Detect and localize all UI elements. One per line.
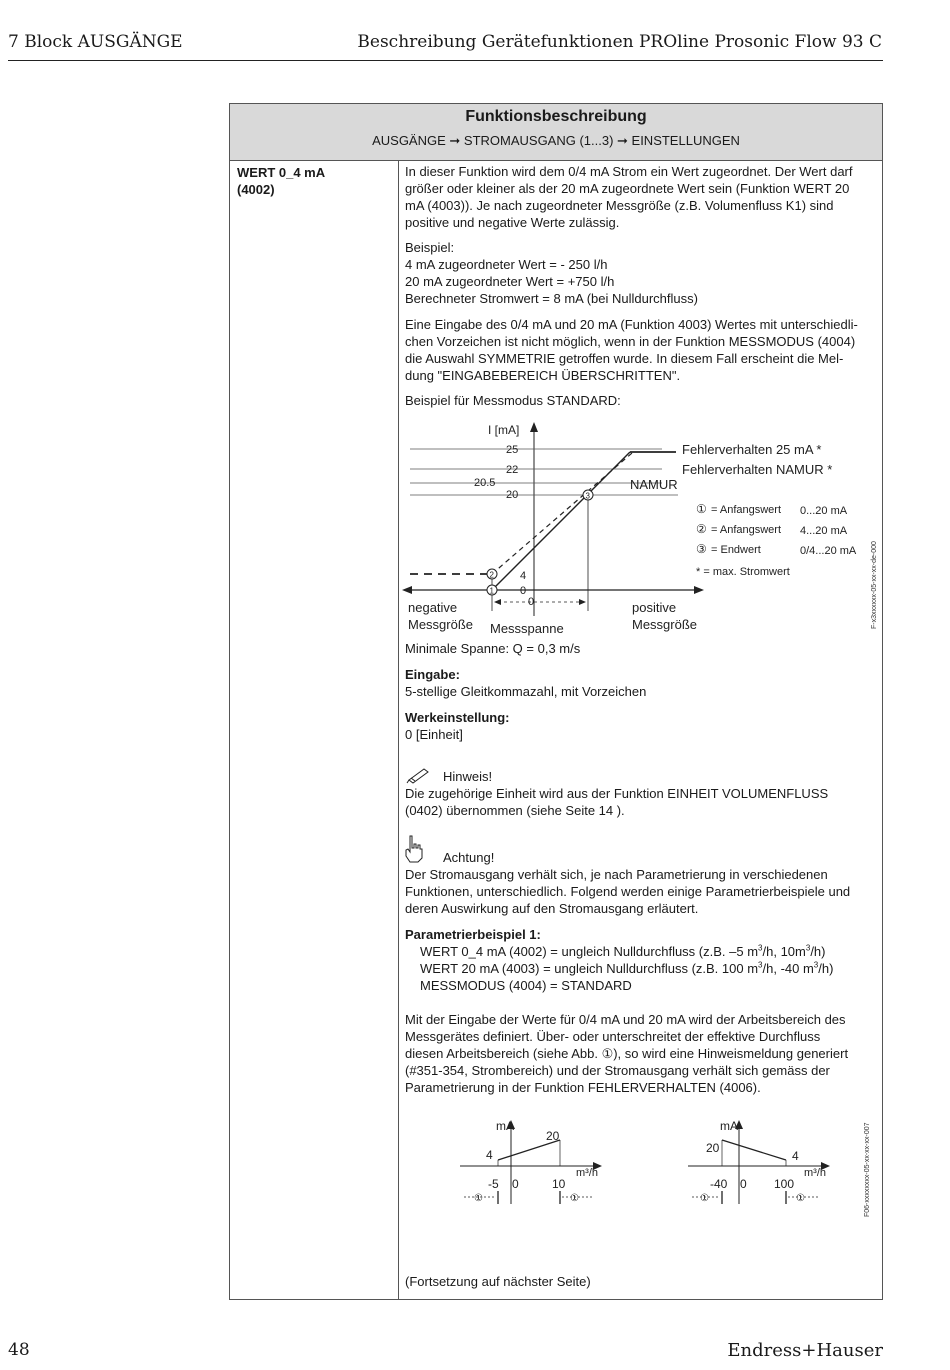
marker-3: 3 xyxy=(585,491,590,501)
label-fault-25: Fehlerverhalten 25 mA * xyxy=(682,442,822,457)
factory-label: Werkeinstellung: xyxy=(405,710,510,725)
legend-range-3: 0/4...20 mA xyxy=(800,545,857,557)
table-header xyxy=(230,104,882,161)
header-doc-title: Beschreibung Gerätefunktionen PROline Prosonic Flow 93 C xyxy=(357,32,882,52)
function-table xyxy=(229,103,883,1300)
caution-title: Achtung! xyxy=(443,850,495,865)
paragraph-intro: In dieser Funktion wird dem 0/4 mA Strom ein Wert zugeordnet. Der Wert darf größer oder kleiner als der 20 mA zugeordnete Wert sein (Funktion WERT 20 mA (4003)). Je nach zugeordneter Messgröße (z.B. Volumenfluss K1) sind positive und negative Werte zulässig. xyxy=(405,164,853,230)
function-name: WERT 0_4 mA (4002) xyxy=(237,165,326,197)
right-v20: 20 xyxy=(706,1141,720,1155)
table-path: AUSGÄNGE ➞ STROMAUSGANG (1...3) ➞ EINSTELLUNGEN xyxy=(372,133,740,148)
legend-text-2: = Anfangswert xyxy=(711,524,782,536)
pencil-icon xyxy=(406,766,432,784)
input-value: 5-stellige Gleitkommazahl, mit Vorzeichen xyxy=(405,684,647,699)
right-marker-b: ① xyxy=(796,1193,805,1204)
span-label: Messspanne xyxy=(490,621,564,636)
example1-line1: WERT 0_4 mA (4002) = ungleich Nulldurchfluss (z.B. –5 $m^3/h$, $10m^3/h$) xyxy=(420,943,826,959)
legend-marker-1: ① xyxy=(696,502,707,516)
tick-20-5: 20.5 xyxy=(474,477,496,489)
paragraph-example: Beispiel: 4 mA zugeordneter Wert = - 250 l/h 20 mA zugeordneter Wert = +750 l/h Berechneter Stromwert = 8 mA (bei Nulldurchfluss) xyxy=(405,240,698,306)
right-x-neg: -40 xyxy=(710,1177,728,1191)
example-chart-left xyxy=(456,1114,616,1206)
note-text: Die zugehörige Einheit wird aus der Funktion EINHEIT VOLUMENFLUSS (0402) übernommen (siehe Seite 14 ). xyxy=(405,786,829,818)
left-marker-a: ① xyxy=(474,1193,483,1204)
tick-4: 4 xyxy=(520,570,527,582)
caution-text: Der Stromausgang verhält sich, je nach Parametrierung in verschiedenen Funktionen, unterschiedlich. Folgend werden einige Parametrierbeispiele und deren Auswirkung auf den Stromausgang erläutert. xyxy=(405,867,851,916)
left-marker-b: ① xyxy=(570,1193,579,1204)
tick-25: 25 xyxy=(506,444,519,456)
span-zero: 0 xyxy=(528,596,535,608)
right-marker-a: ① xyxy=(700,1193,709,1204)
hand-pointer-icon xyxy=(403,834,425,864)
column-divider xyxy=(398,160,399,1299)
left-y-label: mA xyxy=(496,1119,514,1133)
legend-text-3: = Endwert xyxy=(711,544,761,556)
example1-line2: WERT 20 mA (4003) = ungleich Nulldurchfluss (z.B. 100 $m^3/h$, -40 $m^3/h$) xyxy=(420,960,834,976)
pos-label-2: Messgröße xyxy=(632,617,698,632)
current-output-diagram xyxy=(400,416,880,636)
continued-note: (Fortsetzung auf nächster Seite) xyxy=(405,1274,591,1289)
tick-22: 22 xyxy=(506,464,519,476)
note-title: Hinweis! xyxy=(443,769,493,784)
brand-logo: Endress+Hauser xyxy=(727,1340,883,1361)
right-x-pos: 100 xyxy=(774,1177,795,1191)
page-number: 48 xyxy=(8,1340,30,1360)
example1-line3: MESSMODUS (4004) = STANDARD xyxy=(420,978,632,993)
tick-0: 0 xyxy=(520,585,527,597)
factory-value: 0 [Einheit] xyxy=(405,727,463,742)
left-v4: 4 xyxy=(486,1148,493,1162)
figure-id-1: F-x3xxxxxx-05-xx-xx-de-000 xyxy=(871,541,878,629)
pos-label-1: positive xyxy=(632,600,677,615)
left-x-zero: 0 xyxy=(512,1177,519,1191)
table-title: Funktionsbeschreibung xyxy=(465,108,647,125)
figure-id-2: F06-xxxxxxxx-05-xx-xx-xx-007 xyxy=(864,1122,871,1217)
right-y-label: mA xyxy=(720,1119,738,1133)
min-span: Minimale Spanne: Q = 0,3 m/s xyxy=(405,641,581,656)
legend-marker-3: ③ xyxy=(696,542,707,556)
legend-range-2: 4...20 mA xyxy=(800,525,848,537)
paragraph-standard-example: Beispiel für Messmodus STANDARD: xyxy=(405,393,621,408)
neg-label-1: negative xyxy=(408,600,458,615)
right-x-unit: m³/h xyxy=(804,1167,826,1179)
example1-block xyxy=(405,943,883,994)
right-v4: 4 xyxy=(792,1149,799,1163)
left-x-pos: 10 xyxy=(552,1177,566,1191)
legend-note: * = max. Stromwert xyxy=(696,566,790,578)
tick-20: 20 xyxy=(506,489,519,501)
example-chart-right xyxy=(684,1114,844,1206)
marker-1: 1 xyxy=(489,586,494,596)
header-section: 7 Block AUSGÄNGE xyxy=(8,32,183,52)
legend-text-1: = Anfangswert xyxy=(711,504,782,516)
left-x-neg: -5 xyxy=(488,1177,499,1191)
marker-2: 2 xyxy=(489,570,494,580)
header-rule xyxy=(8,60,883,61)
neg-label-2: Messgröße xyxy=(408,617,474,632)
label-fault-namur: Fehlerverhalten NAMUR * xyxy=(682,462,833,477)
paragraph-working-range: Mit der Eingabe der Werte für 0/4 mA und 20 mA wird der Arbeitsbereich des Messgerätes definiert. Über- oder unterschreitet der effektive Durchfluss diesen Arbeitsbereich (siehe Abb. ①), so wird eine Hinweismeldung generiert (#351-354, Strombereich) und der Stromausgang verhält sich gemäss der Parametrierung in der Funktion FEHLERVERHALTEN (4006). xyxy=(405,1012,849,1095)
legend-marker-2: ② xyxy=(696,522,707,536)
left-x-unit: m³/h xyxy=(576,1167,598,1179)
paragraph-sign-restriction: Eine Eingabe des 0/4 mA und 20 mA (Funktion 4003) Wertes mit unterschiedli- chen Vorzeichen ist nicht möglich, wenn in der Funktion MESSMODUS (4004) die Auswahl SYMMETRIE getroffen wurde. In diesem Fall erscheint die Mel- dung "EINGABEBEREICH ÜBERSCHRITTEN". xyxy=(405,317,858,383)
label-namur: NAMUR xyxy=(630,477,678,492)
y-axis-label: I [mA] xyxy=(488,423,520,437)
input-label: Eingabe: xyxy=(405,667,460,682)
right-x-zero: 0 xyxy=(740,1177,747,1191)
example1-title: Parametrierbeispiel 1: xyxy=(405,927,541,942)
legend-range-1: 0...20 mA xyxy=(800,505,848,517)
left-v20: 20 xyxy=(546,1129,560,1143)
